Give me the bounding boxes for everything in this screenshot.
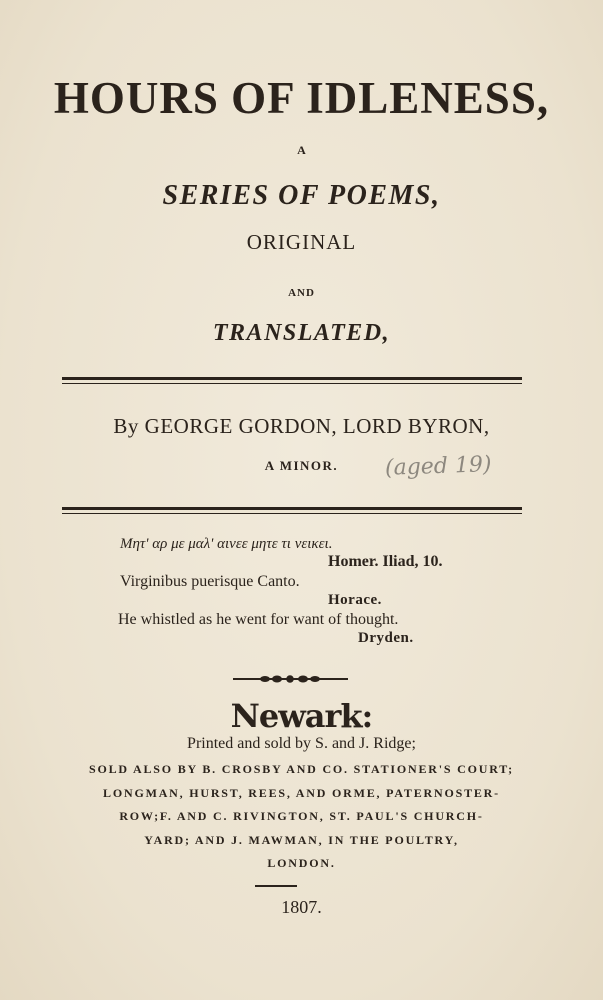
author-byline: By GEORGE GORDON, LORD BYRON, <box>113 414 490 438</box>
imprint-line: YARD; AND J. MAWMAN, IN THE POULTRY, <box>144 833 459 847</box>
article: A <box>297 143 306 157</box>
imprint-line: LONGMAN, HURST, REES, AND ORME, PATERNOSTER- <box>103 786 500 800</box>
ornament-divider-icon <box>233 675 348 683</box>
epigraph-attribution-horace: Horace. <box>328 592 382 608</box>
imprint-printer: Printed and sold by S. and J. Ridge; <box>187 735 416 752</box>
book-title: HOURS OF IDLENESS, <box>53 73 550 123</box>
double-rule-bottom <box>62 507 522 514</box>
epigraph-english: He whistled as he went for want of thought. <box>118 611 399 628</box>
translated-label: TRANSLATED, <box>212 320 391 346</box>
epigraph-greek: Μητ' αρ με μαλ' αινεε μητε τι νεικει. <box>120 536 333 552</box>
minor-label: A MINOR. <box>264 458 339 473</box>
short-rule <box>255 885 297 887</box>
imprint-line: LONDON. <box>267 856 336 870</box>
double-rule-top <box>62 377 522 384</box>
and-label: AND <box>288 287 315 299</box>
original-label: ORIGINAL <box>246 230 357 254</box>
imprint-place: Newark: <box>230 697 373 735</box>
pencil-annotation: (aged 19) <box>384 452 492 481</box>
epigraph-attribution-dryden: Dryden. <box>358 630 414 646</box>
epigraph-attribution-homer: Homer. Iliad, 10. <box>328 553 443 570</box>
epigraph-latin: Virginibus puerisque Canto. <box>120 573 300 590</box>
publication-year: 1807. <box>281 897 322 917</box>
imprint-line: SOLD ALSO BY B. CROSBY AND CO. STATIONER'S COURT; <box>89 762 514 776</box>
imprint-line: ROW;F. AND C. RIVINGTON, ST. PAUL'S CHURCH- <box>119 809 484 823</box>
subtitle: SERIES OF POEMS, <box>162 180 441 211</box>
